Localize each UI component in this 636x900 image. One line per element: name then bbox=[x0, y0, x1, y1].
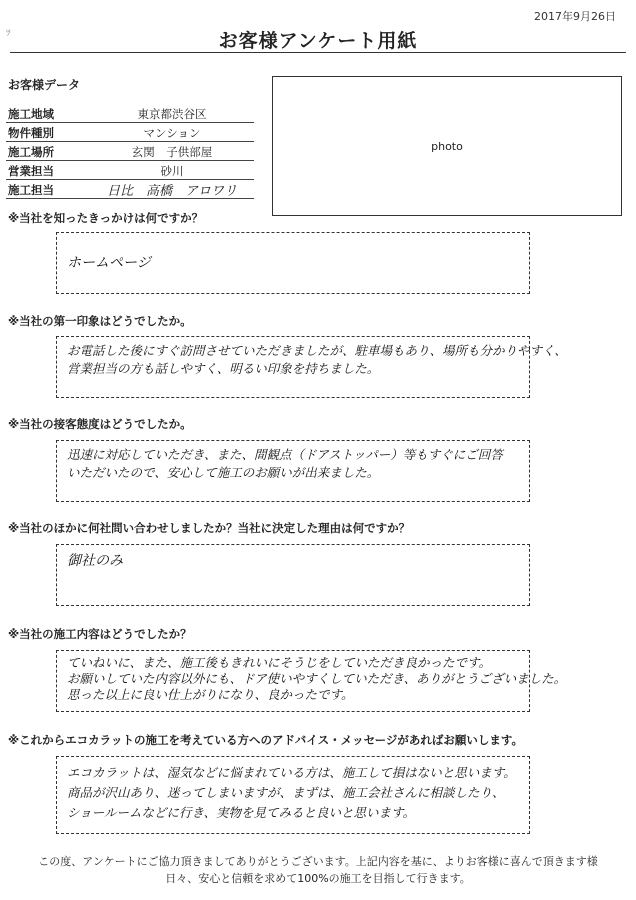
footer-commitment: 日々、安心と信頼を求めて100%の施工を目指して行きます。 bbox=[165, 872, 471, 885]
photo-label: photo bbox=[431, 139, 463, 153]
value-construction-location: 玄関 子供部屋 bbox=[131, 145, 213, 159]
answer-box-construction-quality bbox=[56, 650, 567, 712]
question-customer-service: ※当社の接客態度はどうでしたか。 bbox=[8, 417, 192, 431]
answer-box-other-companies bbox=[56, 544, 530, 606]
page-title: お客様アンケート用紙 bbox=[218, 30, 418, 52]
answer-line: ショールームなどに行き、実物を見てみると良いと思います。 bbox=[67, 805, 416, 820]
value-property-type: マンション bbox=[143, 126, 201, 140]
answer-box-first-impression bbox=[56, 336, 567, 398]
footer-thanks: この度、アンケートにご協力頂きましてありがとうございます。上記内容を基に、よりお客様に喜んで頂きます様 bbox=[38, 855, 598, 868]
answer-line: 営業担当の方も話しやすく、明るい印象を持ちました。 bbox=[67, 361, 380, 376]
survey-date: 2017年9月26日 bbox=[534, 10, 616, 23]
answer-line: お願いしていた内容以外にも、ドア使いやすくしていただき、ありがとうございました。 bbox=[67, 671, 567, 686]
row-installer bbox=[6, 180, 254, 199]
answer-line: お電話した後にすぐ訪問させていただきましたが、駐車場もあり、場所も分かりやすく、 bbox=[67, 343, 567, 358]
answer-line: 迅速に対応していただき、また、間観点（ドアストッパー）等もすぐにご回答 bbox=[67, 447, 503, 462]
question-other-companies: ※当社のほかに何社問い合わせしましたか？当社に決定した理由は何ですか？ bbox=[8, 521, 411, 535]
answer-line: 思った以上に良い仕上がりになり、良かったです。 bbox=[67, 687, 354, 702]
row-construction-area bbox=[6, 104, 254, 123]
question-advice: ※これからエコカラットの施工を考えている方へのアドバイス・メッセージがあればお願いします。 bbox=[8, 733, 523, 747]
customer-data-heading: お客様データ bbox=[8, 78, 81, 92]
label-property-type: 物件種別 bbox=[8, 126, 54, 140]
answer-line: エコカラットは、湿気などに悩まれている方は、施工して損はないと思います。 bbox=[67, 765, 516, 780]
label-construction-area: 施工地域 bbox=[8, 107, 54, 121]
value-sales-staff: 砂川 bbox=[160, 164, 184, 178]
question-how-found: ※当社を知ったきっかけは何ですか？ bbox=[8, 211, 204, 225]
row-sales-staff bbox=[6, 161, 254, 180]
customer-data-table bbox=[6, 104, 254, 199]
label-installer: 施工担当 bbox=[8, 183, 54, 197]
row-construction-location bbox=[6, 142, 254, 161]
answer-box-customer-service bbox=[56, 440, 530, 502]
photo-placeholder bbox=[272, 76, 622, 216]
scan-mark: ﾂ bbox=[6, 29, 11, 39]
answer-box-advice bbox=[56, 756, 530, 834]
answer-line: いただいたので、安心して施工のお願いが出来ました。 bbox=[67, 465, 380, 480]
label-construction-location: 施工場所 bbox=[8, 145, 54, 159]
answer-line: 御社のみ bbox=[67, 553, 123, 569]
answer-line: 商品が沢山あり、迷ってしまいますが、まずは、施工会社さんに相談したり、 bbox=[67, 785, 505, 800]
answer-line: ていねいに、また、施工後もきれいにそうじをしていただき良かったです。 bbox=[67, 655, 492, 670]
answer-line: ホームページ bbox=[67, 255, 151, 271]
row-property-type bbox=[6, 123, 254, 142]
question-construction-quality: ※当社の施工内容はどうでしたか？ bbox=[8, 627, 192, 641]
label-sales-staff: 営業担当 bbox=[8, 164, 54, 178]
value-installer: 日比 高橋 アロワリ bbox=[106, 184, 237, 199]
answer-box-how-found bbox=[56, 232, 530, 294]
title-underline bbox=[10, 52, 626, 53]
question-first-impression: ※当社の第一印象はどうでしたか。 bbox=[8, 314, 192, 328]
value-construction-area: 東京都渋谷区 bbox=[137, 107, 207, 121]
